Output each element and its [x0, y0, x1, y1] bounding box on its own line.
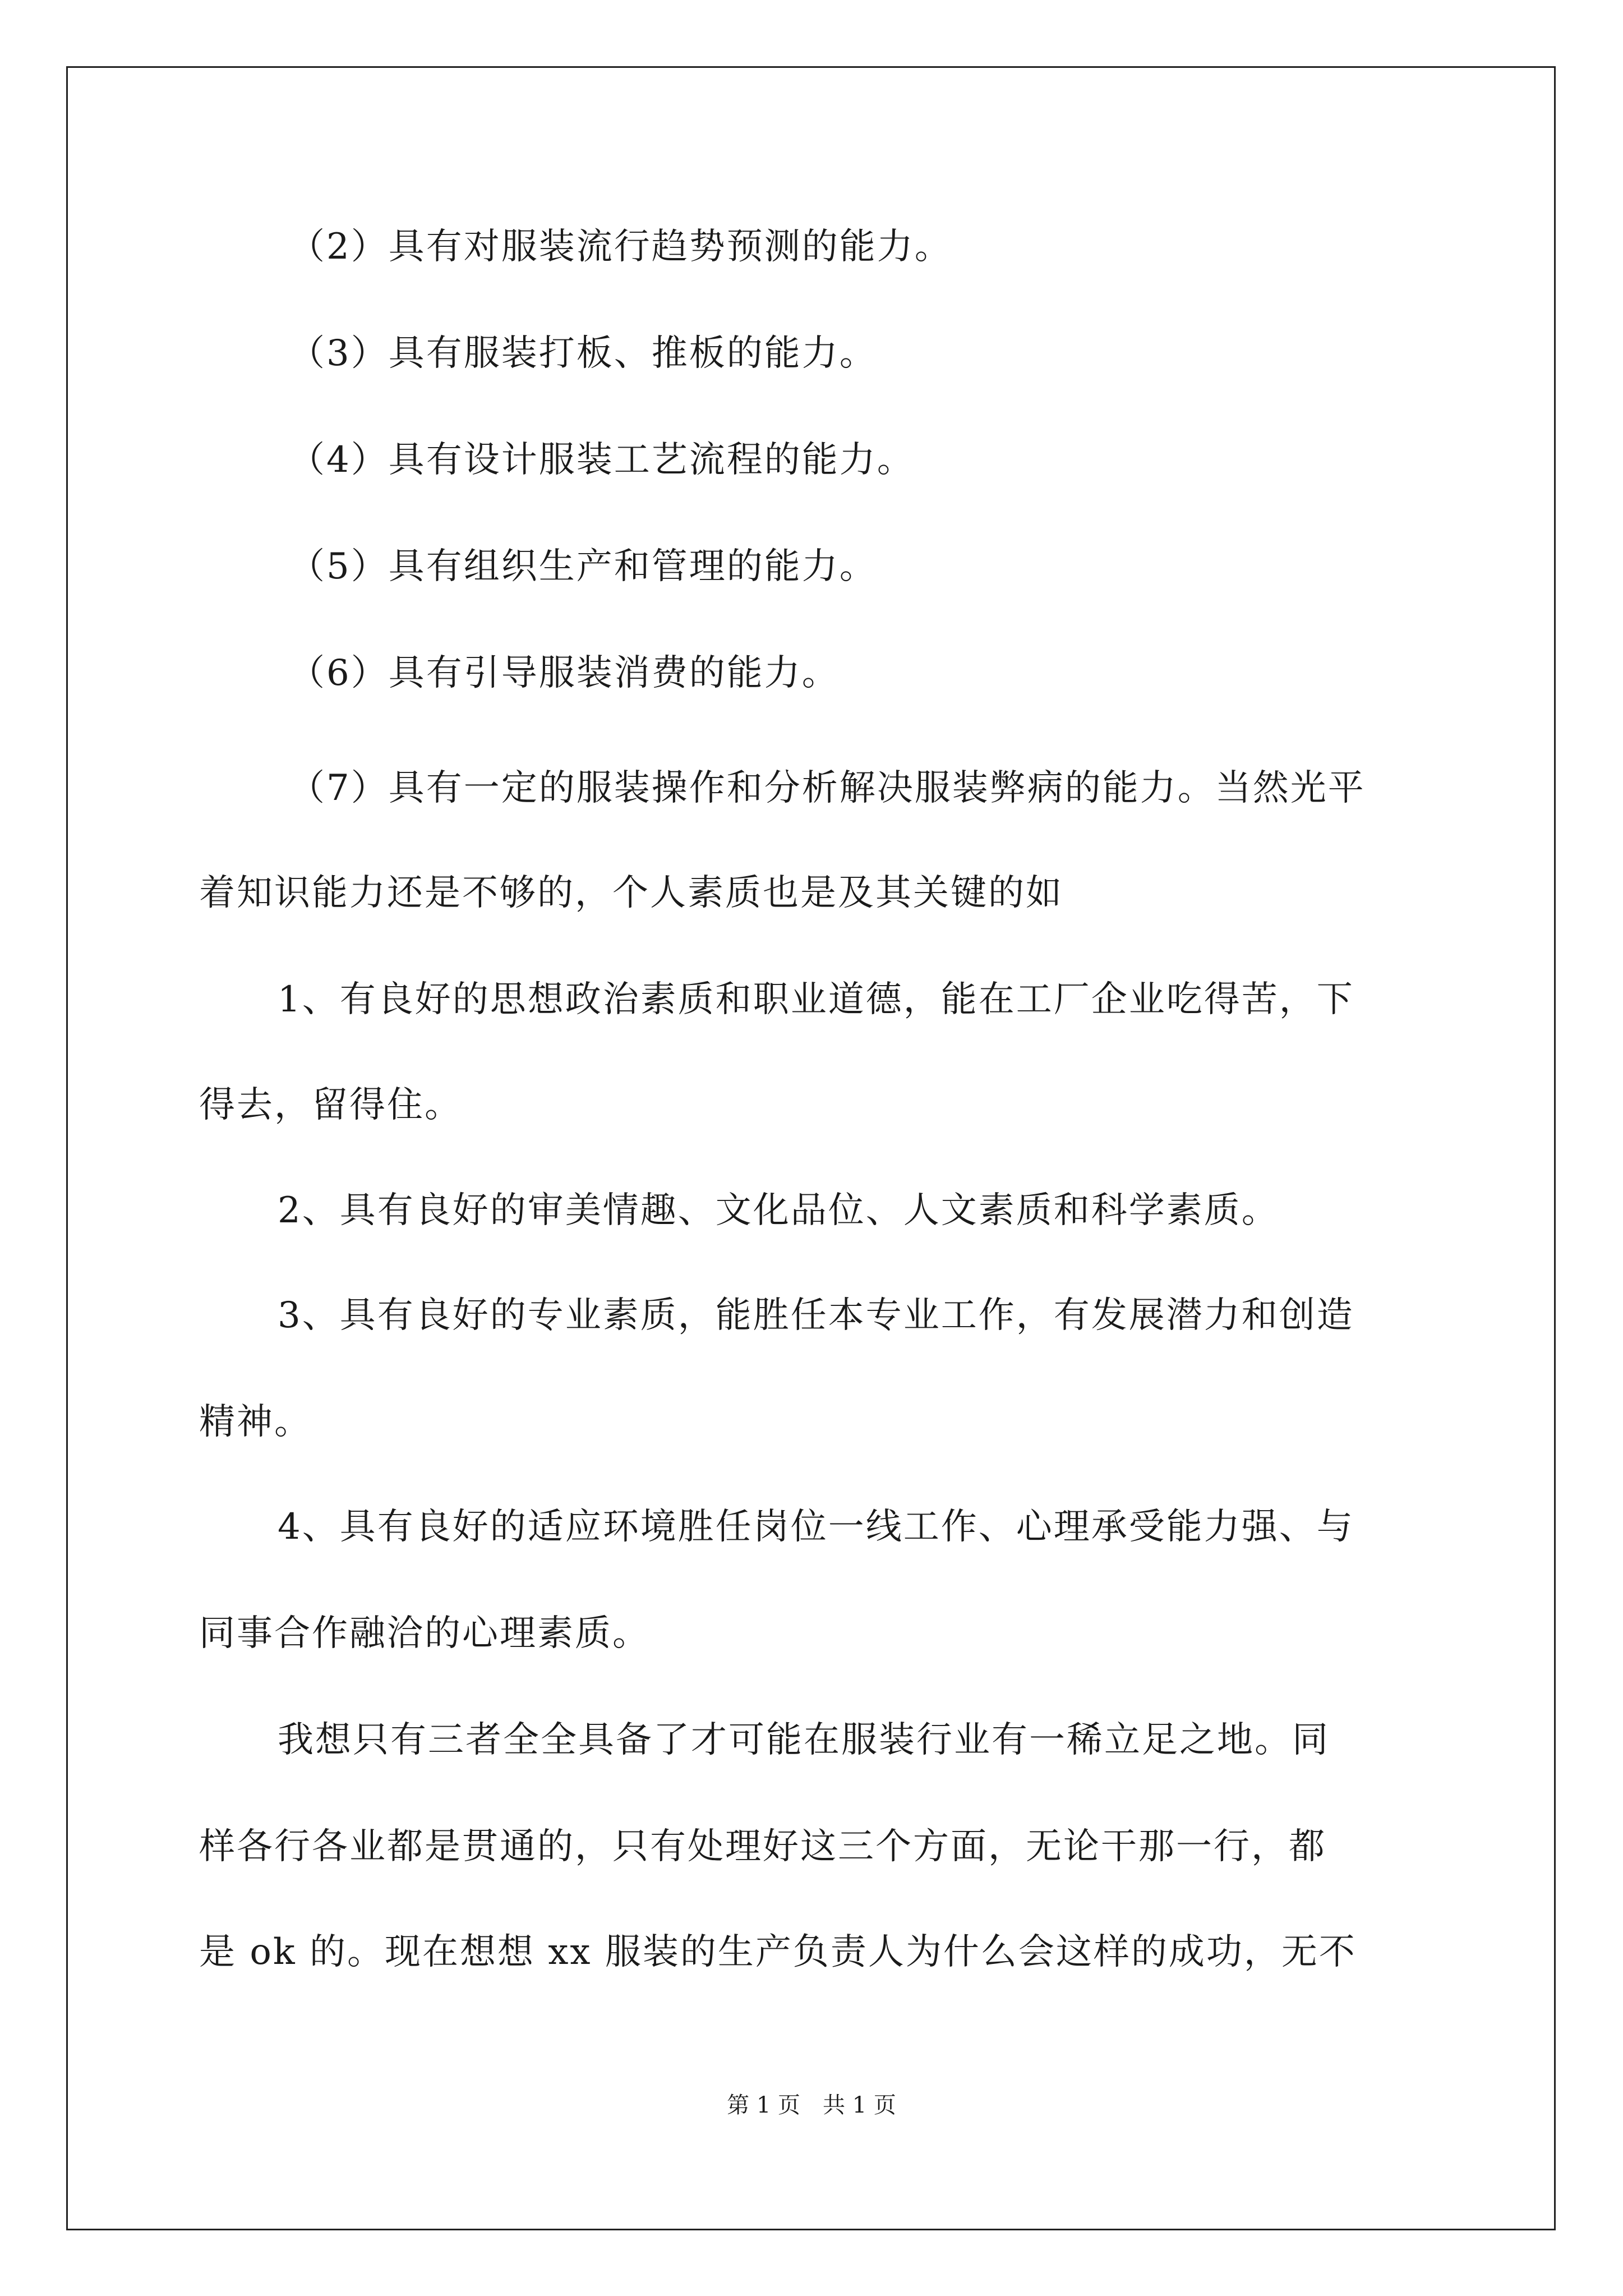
paragraph-line: 得去，留得住。 — [199, 1084, 462, 1126]
paragraph-line: 我想只有三者全全具备了才可能在服装行业有一稀立足之地。同 — [278, 1719, 1330, 1761]
paragraph-line: 同事合作融洽的心理素质。 — [199, 1613, 650, 1654]
paragraph-line: （7）具有一定的服装操作和分析解决服装弊病的能力。当然光平 — [289, 767, 1366, 809]
paragraph-line: （4）具有设计服装工艺流程的能力。 — [289, 439, 915, 481]
paragraph-line: 样各行各业都是贯通的，只有处理好这三个方面，无论干那一行，都 — [199, 1826, 1326, 1867]
paragraph-line: 3、具有良好的专业素质，能胜任本专业工作，有发展潜力和创造 — [278, 1295, 1354, 1336]
paragraph-line: （6）具有引导服装消费的能力。 — [289, 652, 840, 694]
page-footer: 第 1 页 共 1 页 — [727, 2092, 896, 2118]
paragraph-line: （2）具有对服装流行趋势预测的能力。 — [289, 226, 952, 268]
page-border — [66, 66, 1556, 2230]
paragraph-line: 着知识能力还是不够的，个人素质也是及其关键的如 — [199, 872, 1063, 914]
paragraph-line: （5）具有组织生产和管理的能力。 — [289, 546, 877, 587]
paragraph-line: 是 ok 的。现在想想 xx 服装的生产负责人为什么会这样的成功，无不 — [199, 1931, 1357, 1973]
paragraph-line: （3）具有服装打板、推板的能力。 — [289, 333, 877, 374]
paragraph-line: 2、具有良好的审美情趣、文化品位、人文素质和科学素质。 — [278, 1190, 1279, 1231]
paragraph-line: 精神。 — [199, 1401, 312, 1443]
paragraph-line: 1、有良好的思想政治素质和职业道德，能在工厂企业吃得苦，下 — [278, 979, 1354, 1020]
paragraph-line: 4、具有良好的适应环境胜任岗位一线工作、心理承受能力强、与 — [278, 1506, 1354, 1548]
